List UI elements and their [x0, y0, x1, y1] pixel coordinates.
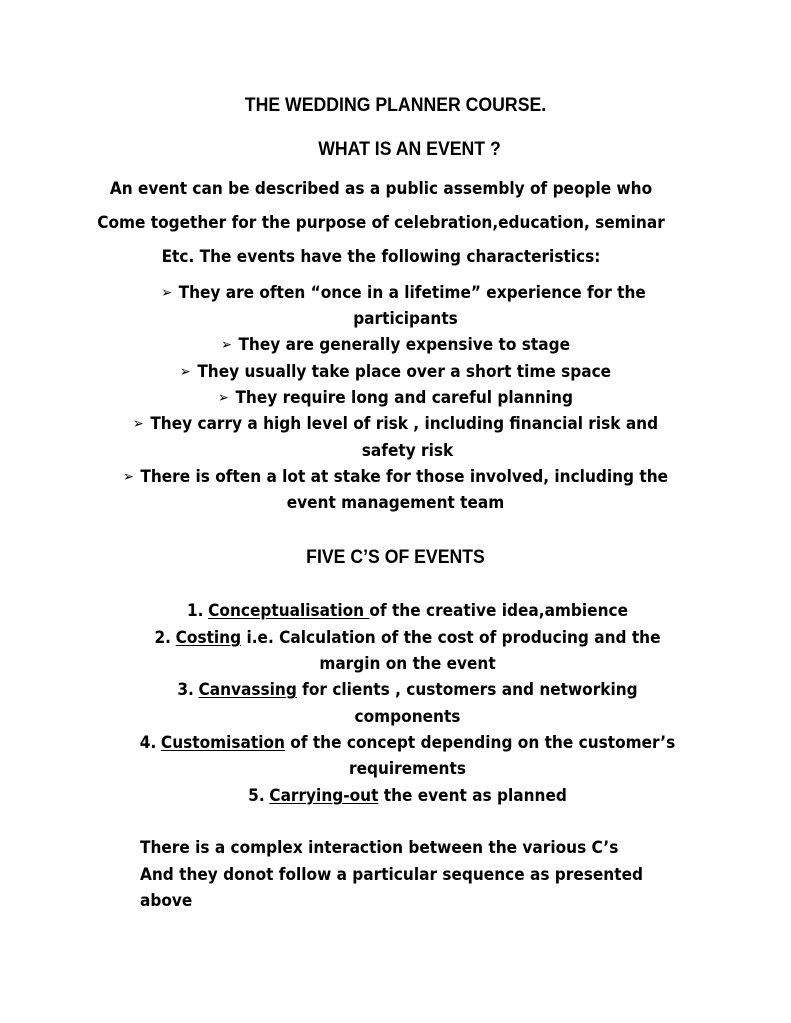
bullet-text: They require long and careful planning	[235, 388, 573, 407]
numbered-item	[40, 788, 776, 805]
item-text: of the concept depending on the customer’s	[284, 733, 676, 752]
numbered-item	[40, 735, 776, 752]
arrow-bullet-icon: ➢	[221, 337, 232, 353]
intro-line-3: Etc. The events have the following characteristics:	[161, 247, 601, 266]
bullet-item	[28, 364, 764, 381]
arrow-bullet-icon: ➢	[132, 416, 144, 432]
arrow-bullet-icon: ➢	[161, 285, 173, 301]
section-heading-five-cs: FIVE C’S OF EVENTS	[306, 547, 485, 568]
intro-line-1: An event can be described as a public assembly of people who	[109, 179, 653, 198]
bullet-text: They carry a high level of risk , including financial risk and	[150, 414, 659, 433]
document-title: THE WEDDING PLANNER COURSE.	[244, 95, 547, 116]
item-continuation: margin on the event	[319, 654, 496, 673]
arrow-bullet-icon: ➢	[179, 364, 191, 380]
bullet-continuation: participants	[353, 309, 458, 328]
item-number: 1.	[186, 601, 204, 620]
arrow-bullet-icon: ➢	[218, 390, 229, 406]
bullet-text: They are often “once in a lifetime” experience for the	[178, 283, 646, 302]
closing-line-3: above	[140, 891, 193, 910]
bullet-text: There is often a lot at stake for those involved, including the	[140, 467, 669, 486]
item-term: Conceptualisation	[208, 601, 370, 620]
bullet-item	[28, 390, 764, 407]
item-term: Customisation	[160, 733, 285, 752]
item-number: 5.	[248, 786, 265, 805]
item-text: the event as planned	[378, 786, 567, 805]
bullet-item	[36, 285, 772, 302]
bullet-text: They are generally expensive to stage	[238, 335, 570, 354]
item-number: 3.	[177, 680, 194, 699]
item-term: Carrying-out	[269, 786, 379, 805]
item-term: Canvassing	[198, 680, 297, 699]
item-text: of the creative idea,ambience	[369, 601, 629, 620]
numbered-item	[40, 630, 776, 647]
item-continuation: components	[354, 707, 461, 726]
section-heading-what-is-an-event: WHAT IS AN EVENT ?	[318, 139, 501, 160]
item-term: Costing	[175, 628, 242, 647]
bullet-continuation: event management team	[286, 493, 505, 512]
closing-line-1: There is a complex interaction between the various C’s	[140, 838, 619, 857]
item-text: i.e. Calculation of the cost of producing and the	[241, 628, 661, 647]
bullet-item	[28, 469, 764, 486]
bullet-continuation: safety risk	[361, 441, 454, 460]
bullet-item	[28, 416, 764, 433]
item-text: for clients , customers and networking	[296, 680, 638, 699]
bullet-text: They usually take place over a short time space	[197, 362, 612, 381]
numbered-item	[40, 603, 776, 620]
item-number: 4.	[139, 733, 157, 752]
arrow-bullet-icon: ➢	[122, 469, 134, 485]
intro-line-2: Come together for the purpose of celebration,education, seminar	[97, 213, 665, 232]
numbered-item	[40, 682, 776, 699]
closing-line-2: And they donot follow a particular sequence as presented	[140, 865, 643, 884]
item-continuation: requirements	[349, 759, 466, 778]
item-number: 2.	[154, 628, 172, 647]
bullet-item	[28, 337, 764, 354]
